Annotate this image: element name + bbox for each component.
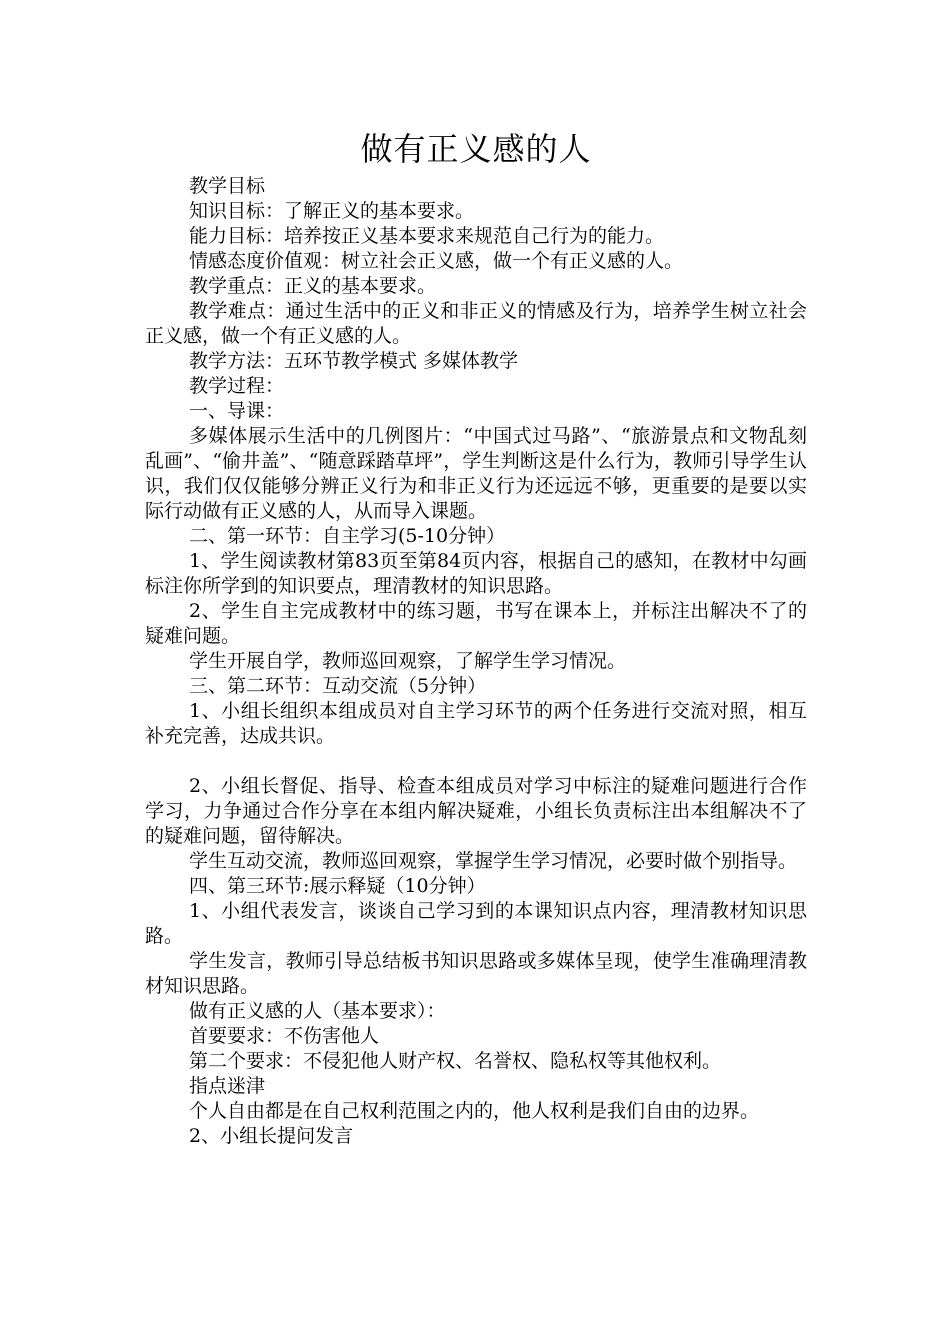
paragraph: 1、学生阅读教材第83页至第84页内容，根据自己的感知，在教材中勾画标注你所学到的知识要点，理清教材的知识思路。 [145, 550, 807, 597]
document-body [145, 174, 807, 1149]
paragraph: 多媒体展示生活中的几例图片：“中国式过马路”、“旅游景点和文物乱刻乱画”、“偷井盖”、“随意踩踏草坪”，学生判断这是什么行为，教师引导学生认识，我们仅仅能够分辨正义行为和非正义行为还远远不够，更重要的是要以实际行动做有正义感的人，从而导入课题。 [145, 425, 807, 522]
paragraph: 2、学生自主完成教材中的练习题，书写在课本上，并标注出解决不了的疑难问题。 [145, 600, 807, 647]
paragraph: 1、小组长组织本组成员对自主学习环节的两个任务进行交流对照，相互补充完善，达成共识。 [145, 700, 807, 747]
paragraph: 教学重点：正义的基本要求。 [189, 275, 437, 297]
paragraph: 1、小组代表发言，谈谈自己学习到的本课知识点内容，理清教材知识思路。 [145, 900, 807, 947]
paragraph: 四、第三环节:展示释疑（10分钟） [189, 875, 486, 897]
paragraph: 第二个要求：不侵犯他人财产权、名誉权、隐私权等其他权利。 [189, 1050, 722, 1072]
paragraph: 情感态度价值观：树立社会正义感，做一个有正义感的人。 [189, 250, 684, 272]
document-title: 做有正义感的人 [360, 130, 592, 168]
paragraph: 学生开展自学，教师巡回观察，了解学生学习情况。 [189, 650, 627, 672]
paragraph: 个人自由都是在自己权利范围之内的，他人权利是我们自由的边界。 [189, 1100, 760, 1122]
paragraph: 二、第一环节：自主学习(5-10分钟） [189, 525, 506, 547]
blank-line [145, 749, 807, 774]
paragraph: 2、小组长督促、指导、检查本组成员对学习中标注的疑难问题进行合作学习，力争通过合作分享在本组内解决疑难，小组长负责标注出本组解决不了的疑难问题，留待解决。 [145, 775, 807, 847]
paragraph: 指点迷津 [189, 1075, 266, 1097]
paragraph: 学生发言，教师引导总结板书知识思路或多媒体呈现，使学生准确理清教材知识思路。 [145, 950, 807, 997]
paragraph: 做有正义感的人（基本要求）： [189, 1000, 446, 1022]
paragraph: 教学目标 [189, 175, 266, 197]
document-page [145, 124, 807, 1149]
paragraph: 2、小组长提问发言 [189, 1125, 354, 1147]
paragraph: 教学难点：通过生活中的正义和非正义的情感及行为，培养学生树立社会正义感，做一个有正义感的人。 [145, 300, 807, 347]
paragraph: 能力目标：培养按正义基本要求来规范自己行为的能力。 [189, 225, 665, 247]
paragraph: 三、第二环节：互动交流（5分钟） [189, 675, 487, 697]
paragraph: 教学方法：五环节教学模式 多媒体教学 [189, 350, 519, 372]
paragraph: 一、导课： [189, 400, 285, 422]
paragraph: 知识目标：了解正义的基本要求。 [189, 200, 475, 222]
paragraph: 教学过程： [189, 375, 285, 397]
paragraph: 学生互动交流，教师巡回观察，掌握学生学习情况，必要时做个别指导。 [189, 850, 798, 872]
paragraph: 首要要求：不伤害他人 [189, 1025, 380, 1047]
